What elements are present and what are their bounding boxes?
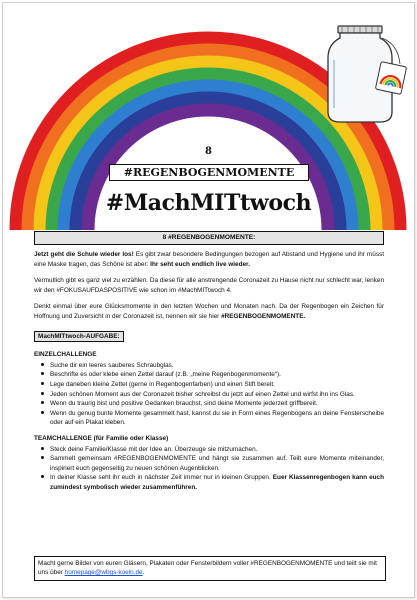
list-item — [50, 454, 384, 473]
list-item-text: Suche dir ein leeres sauberes Schraubglas. — [50, 361, 174, 369]
list-item — [50, 370, 384, 380]
list-item — [50, 380, 384, 390]
bullet-icon — [41, 392, 44, 395]
footer-text-end: . — [142, 569, 145, 577]
einzel-title: EINZELCHALLENGE — [34, 351, 97, 359]
homepage-link[interactable]: homepage@wbgs-koeln.de — [64, 569, 143, 577]
rainbow-tag-icon — [375, 62, 406, 95]
intro-paragraph — [34, 250, 384, 269]
bullet-icon — [41, 447, 44, 450]
einzel-list — [34, 361, 384, 428]
list-item-text: Steck deine Familie/Klasse mit der Idee an. Überzeuge sie mitzumachen. — [50, 445, 258, 453]
moments-text: Denkt einmal über eure Glücksmomente in den letzten Wochen und Monaten nach. Da der Regenbogen ein Zeichen für Hoffnung und Zuversicht in der Coronazeit ist, nennen wir sie hier — [34, 303, 384, 320]
footer-box — [34, 556, 386, 581]
bullet-icon — [41, 456, 44, 459]
list-item-text: Jeden schönen Moment aus der Coronazeit bisher schreibst du jetzt auf einen Zettel und wirfst ihn ins Glas. — [50, 390, 355, 398]
list-item-text: In deiner Klasse seht ihr euch in nächster Zeit immer nur in kleinen Gruppen. — [50, 474, 273, 482]
team-title: TEAMCHALLENGE (für Familie oder Klasse) — [34, 435, 169, 443]
list-item — [50, 390, 384, 400]
bullet-icon — [41, 382, 44, 385]
content-area — [34, 231, 384, 499]
list-item-bold-text: Euer Klassenregenbogen kann euch zumindest symbolisch wieder zusammenführen. — [50, 474, 385, 492]
task-label: MachMITtwoch-AUFGABE: — [34, 331, 124, 343]
jar-icon — [320, 24, 410, 126]
team-list — [34, 445, 384, 493]
list-item — [50, 361, 384, 371]
section-title: 8 #REGENBOGENMOMENTE: — [34, 231, 384, 245]
focus-paragraph: Vermutlich gibt es ganz viel zu erzählen. Da diese für alle anstrengende Coronazeit zu Hause nicht nur schlecht war, lenken wir den #FOKUSAUFDASPOSITIVE wie schon im #MachMITtwoch 4. — [34, 277, 384, 294]
main-title: #MachMITtwoch — [105, 190, 312, 216]
list-item — [50, 409, 384, 428]
footer-text: Macht gerne Bilder von euren Gläsern, Plakaten oder Fensterbildern voller #REGENBOGENMOMENTE und teilt sie mit uns über — [38, 560, 377, 577]
moments-paragraph — [34, 302, 384, 321]
list-item-text: Beschrifte es oder klebe einen Zettel darauf (z.B. „meine Regenbogenmomente“). — [50, 371, 281, 379]
list-item-text: Sammelt gemeinsam #REGENBOGENMOMENTE und hängt sie zusammen auf. Teilt eure Momente miteinander, inspiriert euch gegenseitig zu neuen schönen Augenblicken. — [50, 455, 384, 472]
intro-bold-start: Jetzt geht die Schule wieder los! — [34, 250, 134, 258]
bullet-icon — [41, 401, 44, 404]
page-number: 8 — [205, 146, 212, 157]
bullet-icon — [41, 475, 44, 478]
list-item-text: Lege daneben kleine Zettel (gerne in Regenbogenfarben) und einen Stift bereit. — [50, 380, 275, 388]
intro-bold-end: Ihr seht euch endlich live wieder. — [150, 260, 250, 268]
bullet-icon — [41, 363, 44, 366]
bullet-icon — [41, 372, 44, 375]
list-item-text: Wenn du genug bunte Momente gesammelt hast, kannst du sie in Form eines Regenbogens an deine Fensterscheibe oder auf ein Plakat kleben. — [50, 409, 384, 427]
list-item — [50, 473, 384, 492]
header-artwork — [0, 0, 417, 232]
list-item — [50, 445, 384, 455]
list-item-text: Wenn du traurig bist und positive Gedanken brauchst, sind deine Momente jederzeit griffbereit. — [50, 400, 318, 408]
list-item — [50, 399, 384, 409]
hashtag-box: #REGENBOGENMOMENTE — [109, 164, 309, 181]
moments-hashtag: #REGENBOGENMOMENTE. — [221, 312, 306, 320]
bullet-icon — [41, 411, 44, 414]
intro-middle: Es gibt zwar besondere Bedingungen bezogen auf Abstand und Hygiene und ihr müsst eine Maske tragen, das Schöne ist aber: — [34, 250, 384, 268]
